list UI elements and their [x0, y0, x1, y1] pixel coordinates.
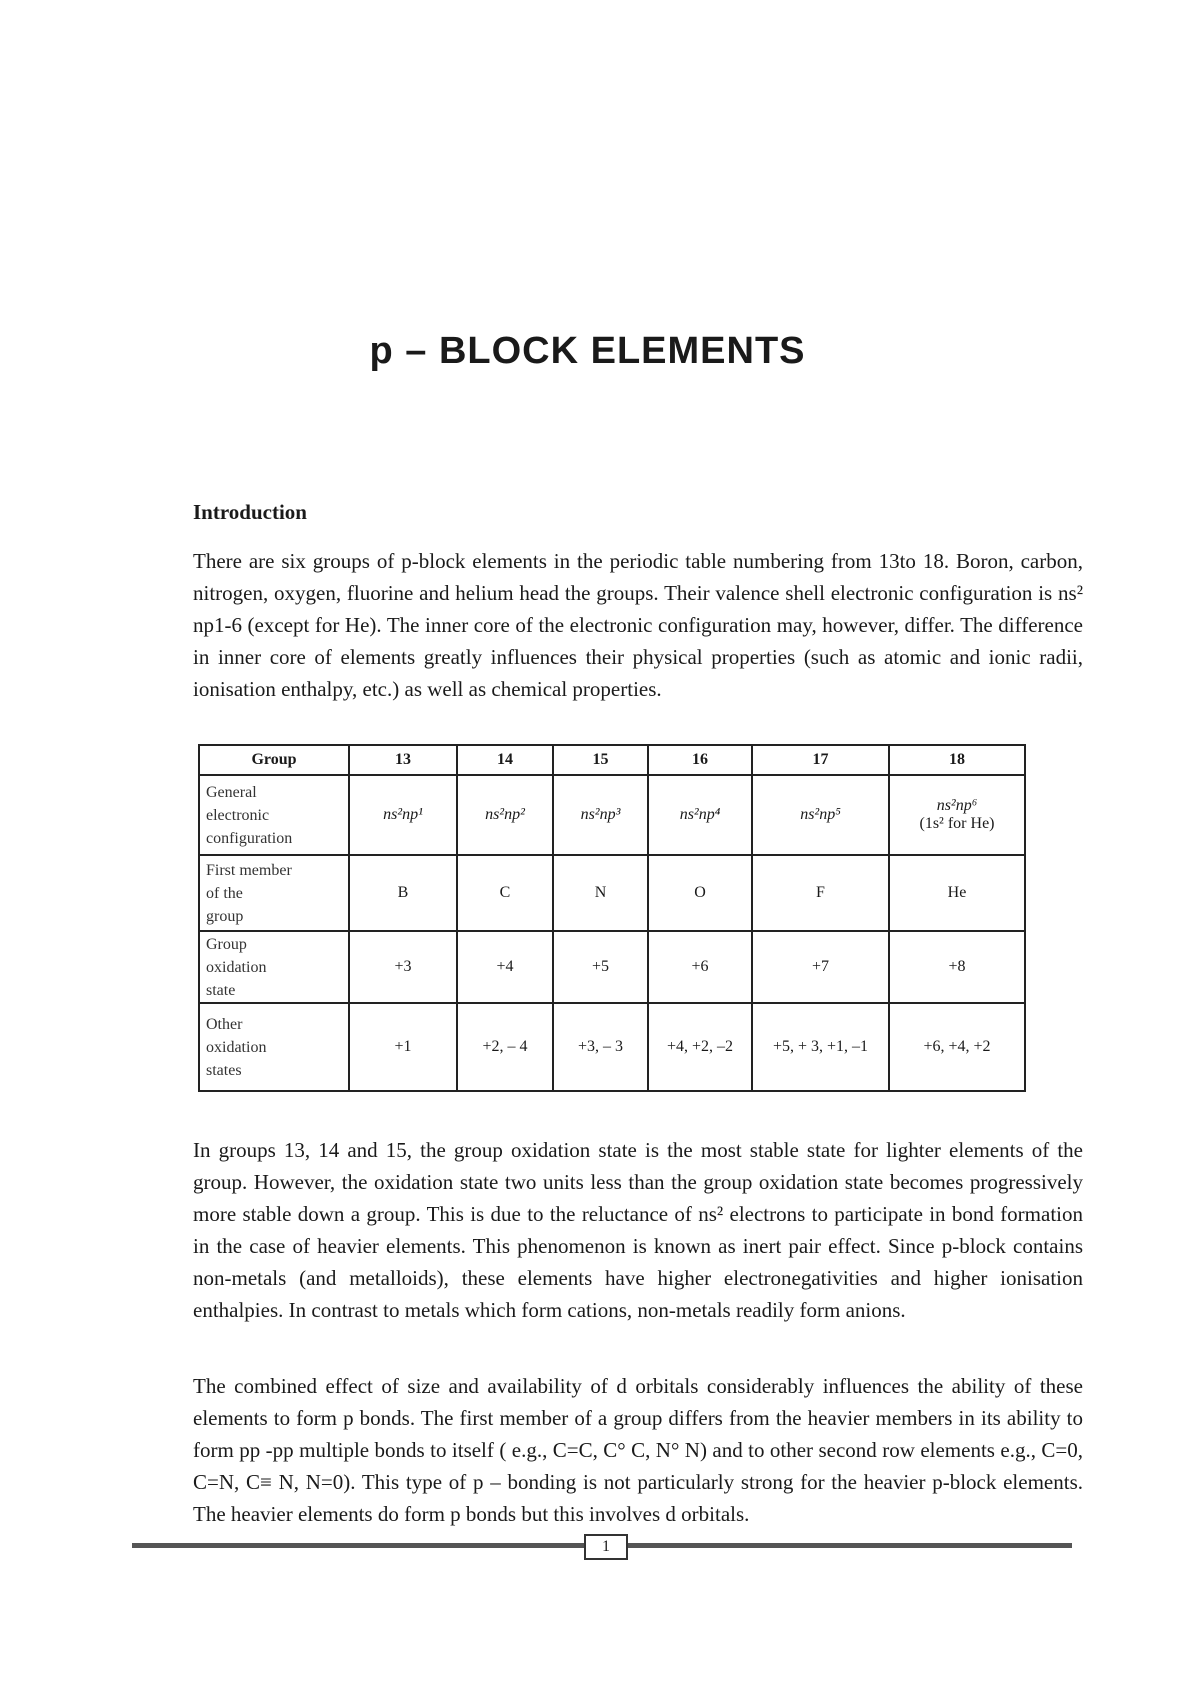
cell-line: ns²np⁶ [936, 797, 978, 814]
paragraph-text: The combined effect of size and availability of d orbitals considerably influences the ability of these elements to form p bonds. The first member of a group differs from the heavier members in its ability to form pp -pp multiple bonds to itself ( e.g., C=C, C° C, N° N) and to other second row elements e.g., C=0, C=N, C≡ N, N=0). This type of p – bonding is not particularly strong for the heavier p-block elements. The heavier elements do form p bonds but this involves d orbitals. [193, 1374, 1083, 1526]
header-cell: Group [199, 745, 349, 775]
row-label-line: First member [206, 861, 292, 879]
table-cell: ns²np² [457, 775, 553, 855]
row-label-line: states [206, 1061, 242, 1079]
table-row [199, 1003, 1025, 1091]
row-label-line: oxidation [206, 1038, 267, 1056]
table-cell [889, 775, 1025, 855]
header-cell: 16 [648, 745, 752, 775]
row-label-line: Group [206, 935, 247, 953]
page-title: p – BLOCK ELEMENTS [369, 330, 806, 372]
table-cell: +7 [752, 931, 889, 1003]
row-label-line: electronic [206, 806, 270, 824]
table-cell: F [752, 855, 889, 931]
intro-paragraph [193, 545, 1083, 705]
group-properties-table [198, 744, 1024, 1092]
table-cell: ns²np⁴ [648, 775, 752, 855]
table-cell: +6, +4, +2 [889, 1003, 1025, 1091]
table-cell: +3, – 3 [553, 1003, 648, 1091]
table-cell: C [457, 855, 553, 931]
table-cell: ns²np³ [553, 775, 648, 855]
row-label [199, 855, 349, 931]
row-label [199, 775, 349, 855]
table-row [199, 855, 1025, 931]
table-cell: +3 [349, 931, 457, 1003]
table-cell: +6 [648, 931, 752, 1003]
header-cell: 13 [349, 745, 457, 775]
paragraph-text: In groups 13, 14 and 15, the group oxidation state is the most stable state for lighter elements of the group. However, the oxidation state two units less than the group oxidation state becomes progressively more stable down a group. This is due to the reluctance of ns² electrons to participate in bond formation in the case of heavier elements. This phenomenon is known as inert pair effect. Since p-block contains non-metals (and metalloids), these elements have higher electronegativities and higher ionisation enthalpies. In contrast to metals which form cations, non-metals readily form anions. [193, 1138, 1083, 1322]
table-cell: +5, + 3, +1, –1 [752, 1003, 889, 1091]
row-label [199, 931, 349, 1003]
header-cell: 17 [752, 745, 889, 775]
table-cell: N [553, 855, 648, 931]
table-cell: He [889, 855, 1025, 931]
cell-note: (1s² for He) [919, 815, 995, 832]
row-label [199, 1003, 349, 1091]
table-row [199, 931, 1025, 1003]
section-heading-introduction: Introduction [193, 500, 307, 524]
table-header-row [199, 745, 1025, 775]
row-label-line: Other [206, 1015, 243, 1033]
paragraph-text: There are six groups of p-block elements in the periodic table numbering from 13to 18. Boron, carbon, nitrogen, oxygen, fluorine and helium head the groups. Their valence shell electronic configuration is ns² np1-6 (except for He). The inner core of the electronic configuration may, however, differ. The difference in inner core of elements greatly influences their physical properties (such as atomic and ionic radii, ionisation enthalpy, etc.) as well as chemical properties. [193, 549, 1083, 701]
table-cell: O [648, 855, 752, 931]
table-cell: +4, +2, –2 [648, 1003, 752, 1091]
inert-pair-paragraph [193, 1134, 1083, 1326]
table-cell: ns²np¹ [349, 775, 457, 855]
header-cell: 14 [457, 745, 553, 775]
row-label-line: oxidation [206, 958, 267, 976]
table-cell: +1 [349, 1003, 457, 1091]
row-label-line: state [206, 981, 236, 999]
row-label-line: configuration [206, 829, 293, 847]
page-number: 1 [584, 1534, 628, 1560]
table-cell: +5 [553, 931, 648, 1003]
table-cell: B [349, 855, 457, 931]
row-label-line: group [206, 907, 244, 925]
row-label-line: General [206, 783, 257, 801]
header-cell: 18 [889, 745, 1025, 775]
table-cell: +4 [457, 931, 553, 1003]
table-cell: +8 [889, 931, 1025, 1003]
table-cell: +2, – 4 [457, 1003, 553, 1091]
row-label-line: of the [206, 884, 243, 902]
pi-bonding-paragraph [193, 1370, 1083, 1530]
table-cell: ns²np⁵ [752, 775, 889, 855]
header-cell: 15 [553, 745, 648, 775]
table-row [199, 775, 1025, 855]
